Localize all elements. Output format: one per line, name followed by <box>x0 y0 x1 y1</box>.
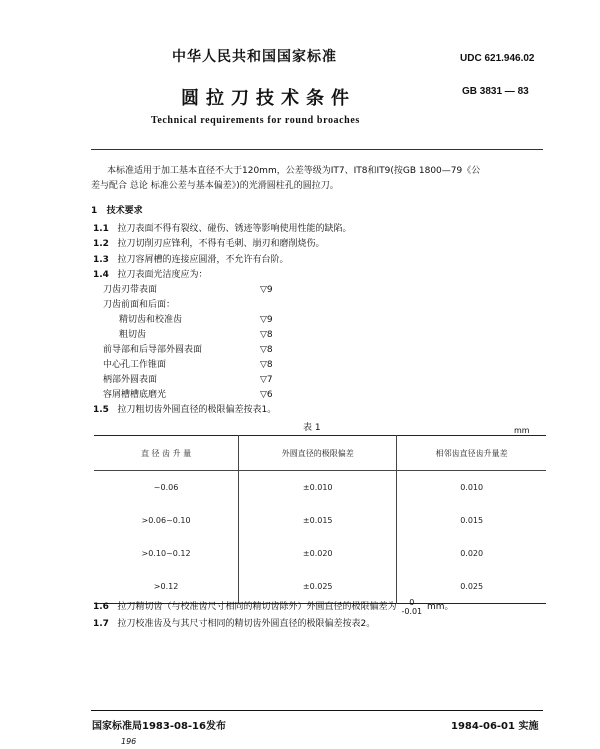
table-cell: ±0.025 <box>239 570 397 604</box>
item-1-3 <box>93 254 289 267</box>
table-cell: >0.10~0.12 <box>141 549 191 558</box>
section-title: 技术要求 <box>106 206 143 216</box>
item-1-4 <box>93 269 208 282</box>
item-text: 拉刀表面光洁度应为： <box>117 270 208 280</box>
finish-grade: ▽8 <box>260 360 273 370</box>
finish-label: 容屑槽槽底磨光 <box>103 390 167 400</box>
table-row <box>94 537 546 570</box>
table-cell: ±0.010 <box>239 471 397 505</box>
table-cell: 0.015 <box>460 516 484 525</box>
table-cell: 0.010 <box>460 483 484 492</box>
item-1-6 <box>93 597 454 617</box>
page-title: 圆拉刀技术条件 <box>181 88 356 109</box>
finish-label: 刀齿刃带表面 <box>103 285 158 295</box>
finish-label: 前导部和后导部外圆表面 <box>103 345 203 355</box>
item-text: 拉刀校准齿及与其尺寸相同的精切齿外圆直径的极限偏差按表2。 <box>117 619 376 629</box>
item-text: 拉刀精切齿（与校准齿尺寸相同的精切齿除外）外圆直径的极限偏差为 <box>117 602 397 612</box>
item-text: 拉刀表面不得有裂纹、碰伤、锈迹等影响使用性能的缺陷。 <box>117 224 352 234</box>
table-cell: ~0.06 <box>153 483 179 492</box>
section-1-heading <box>91 205 143 218</box>
english-title: Technical requirements for round broaches <box>151 115 360 126</box>
intro-line-1: 本标准适用于加工基本直径不大于120mm，公差等级为IT7、IT8和IT9(按GB 1800—79《公 <box>107 166 481 176</box>
top-rule <box>91 149 543 150</box>
section-number: 1 <box>91 206 98 216</box>
finish-grade: ▽6 <box>260 390 273 400</box>
table-header-cell: 外圆直径的极限偏差 <box>239 436 397 471</box>
item-1-1 <box>93 223 352 236</box>
intro-line-2: 差与配合 总论 标准公差与基本偏差》)的光滑圆柱孔的圆拉刀。 <box>91 181 339 191</box>
item-number: 1.7 <box>93 619 109 629</box>
table-cell: >0.06~0.10 <box>141 516 191 525</box>
udc-code: UDC 621.946.02 <box>460 53 535 64</box>
gb-number: GB 3831 — 83 <box>462 86 529 97</box>
finish-grade: ▽8 <box>260 330 273 340</box>
item-1-5 <box>93 404 276 417</box>
table-cell: 0.020 <box>460 549 484 558</box>
item-number: 1.3 <box>93 255 109 265</box>
item-number: 1.2 <box>93 239 109 249</box>
finish-label: 精切齿和校准齿 <box>119 315 183 325</box>
tolerance-lower: -0.01 <box>401 606 423 616</box>
finish-grade: ▽8 <box>260 345 273 355</box>
finish-grade: ▽7 <box>260 375 273 385</box>
item-number: 1.4 <box>93 270 109 280</box>
item-text: 拉刀粗切齿外圆直径的极限偏差按表1。 <box>117 405 277 415</box>
item-1-7 <box>93 618 375 631</box>
tolerance-unit: mm。 <box>427 602 454 612</box>
tolerance-upper: 0 <box>409 597 415 607</box>
tolerance-fraction <box>401 598 422 616</box>
implementation-date: 1984-06-01 实施 <box>451 721 539 732</box>
finish-label: 中心孔工作锥面 <box>103 360 167 370</box>
table-header-cell: 相邻齿直径齿升量差 <box>397 436 546 471</box>
table-header-row <box>94 436 546 471</box>
table-cell: ±0.020 <box>239 537 397 570</box>
table-unit: mm <box>514 426 530 435</box>
table-1 <box>94 435 546 604</box>
finish-grade: ▽9 <box>260 315 273 325</box>
item-text: 拉刀切削刃应锋利，不得有毛刺、崩刃和磨削烧伤。 <box>117 239 325 249</box>
item-text: 拉刀容屑槽的连接应圆滑，不允许有台阶。 <box>117 255 289 265</box>
finish-grade: ▽9 <box>260 285 273 295</box>
standard-org: 中华人民共和国国家标准 <box>172 49 337 65</box>
table-cell: >0.12 <box>153 582 179 591</box>
page-number: 196 <box>121 737 137 746</box>
finish-label: 刀齿前面和后面： <box>103 300 176 310</box>
item-number: 1.1 <box>93 224 109 234</box>
issue-date: 国家标准局1983-08-16发布 <box>92 721 226 732</box>
finish-label: 粗切齿 <box>119 330 147 340</box>
item-number: 1.5 <box>93 405 109 415</box>
table-row <box>94 471 546 505</box>
item-number: 1.6 <box>93 602 109 612</box>
item-1-2 <box>93 238 325 251</box>
footer-rule <box>91 710 543 711</box>
table-cell: ±0.015 <box>239 504 397 537</box>
table-header-cell: 直 径 齿 升 量 <box>94 436 239 471</box>
table-caption: 表 1 <box>303 423 321 433</box>
table-row <box>94 504 546 537</box>
table-cell: 0.025 <box>460 582 484 591</box>
finish-label: 柄部外圆表面 <box>103 375 158 385</box>
